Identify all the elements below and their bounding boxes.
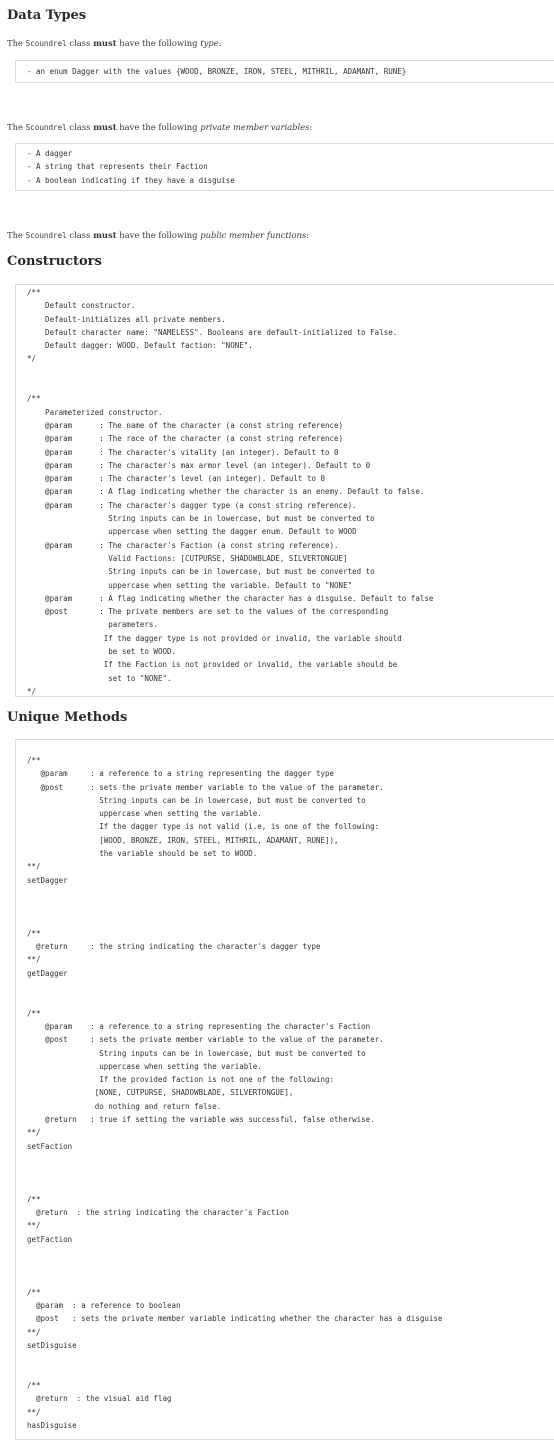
public-intro-bold: must — [93, 230, 117, 240]
private-intro-pre: The — [7, 122, 26, 132]
type-intro-mid: class — [66, 38, 94, 48]
heading-unique-methods: Unique Methods — [7, 710, 128, 725]
constructors-code: /** Default constructor. Default-initializes all private members. Default character name: "NAMELESS". Booleans are default-initialized to False. Default dagger: WOOD. Default faction: "NONE". */ /** Parameterized constructor. @param : The name of the character (a const string reference) @param : The race of the character (a const string reference) @param : The character's vitality (an integer). Default to 0 @param : The character's max armor level (an integer). Default to 0 @param : The character's level (an integer). Default to 0 @param : A flag indicating whether the character is an enemy. Default to false. @param : The character's dagger type (a const string reference). String inputs can be in lowercase, but must be converted to uppercase when setting the dagger enum. Default to WOOD @param : The character's Faction (a const string reference). Valid Factions: [CUTPURSE, SHADOWBLADE, SILVERTONGUE] String inputs can be in lowercase, but must be converted to uppercase when setting the variable. Default to "NONE" @param : A flag indicating whether the character has a disguise. Default to false @post : The private members are set to the values of the corresponding parameters. If the dagger type is not provided or invalid, the variable should be set to WOOD. If the Faction is not provided or invalid, the variable should be set to "NONE". */ — [27, 288, 434, 696]
type-intro-em: type — [200, 38, 219, 48]
members-code: - A dagger - A string that represents their Faction - A boolean indicating if they have a disguise — [27, 149, 235, 185]
public-intro-em: public member functions — [200, 230, 307, 240]
type-intro-bold: must — [93, 38, 117, 48]
heading-data-types: Data Types — [7, 8, 87, 23]
type-intro-end: : — [218, 38, 222, 48]
private-intro-mid: class — [66, 122, 94, 132]
type-intro-post: have the following — [116, 38, 201, 48]
type-intro-code: Scoundrel — [25, 39, 67, 48]
public-intro-end: : — [306, 230, 310, 240]
public-intro — [7, 230, 309, 240]
private-intro-post: have the following — [116, 122, 201, 132]
private-intro-em: private member variables — [200, 122, 310, 132]
private-intro-code: Scoundrel — [25, 123, 67, 132]
public-intro-pre: The — [7, 230, 26, 240]
type-intro — [7, 38, 221, 48]
private-intro-bold: must — [93, 122, 117, 132]
types-code: - an enum Dagger with the values {WOOD, BRONZE, IRON, STEEL, MITHRIL, ADAMANT, RUNE} — [27, 67, 407, 76]
heading-constructors: Constructors — [7, 254, 102, 269]
type-intro-pre: The — [7, 38, 26, 48]
public-intro-post: have the following — [116, 230, 201, 240]
public-intro-mid: class — [66, 230, 94, 240]
public-intro-code: Scoundrel — [25, 231, 67, 240]
private-intro — [7, 122, 312, 132]
private-intro-end: : — [309, 122, 313, 132]
methods-code: /** @param : a reference to a string representing the dagger type @post : sets the private member variable to the value of the parameter. String inputs can be in lowercase, but must be converted to uppercase when setting the variable. If the dagger type is not valid (i.e, is one of the following: [WOOD, BRONZE, IRON, STEEL, MITHRIL, ADAMANT, RUNE]), the variable should be set to WOOD. **/ setDagger /** @return : the string indicating the character's dagger type **/ getDagger /** @param : a reference to a string representing the character's Faction @post : sets the private member variable to the value of the parameter. String inputs can be in lowercase, but must be converted to uppercase when setting the variable. If the provided faction is not one of the following: [NONE, CUTPURSE, SHADOWBLADE, SILVERTONGUE], do nothing and return false. @return : true if setting the variable was successful, false otherwise. **/ setFaction /** @return : the string indicating the character's Faction **/ getFaction /** @param : a reference to boolean @post : sets the private member variable indicating whether the character has a disguise **/ setDisguise /** @return : the visual aid flag **/ hasDisguise — [27, 756, 443, 1430]
